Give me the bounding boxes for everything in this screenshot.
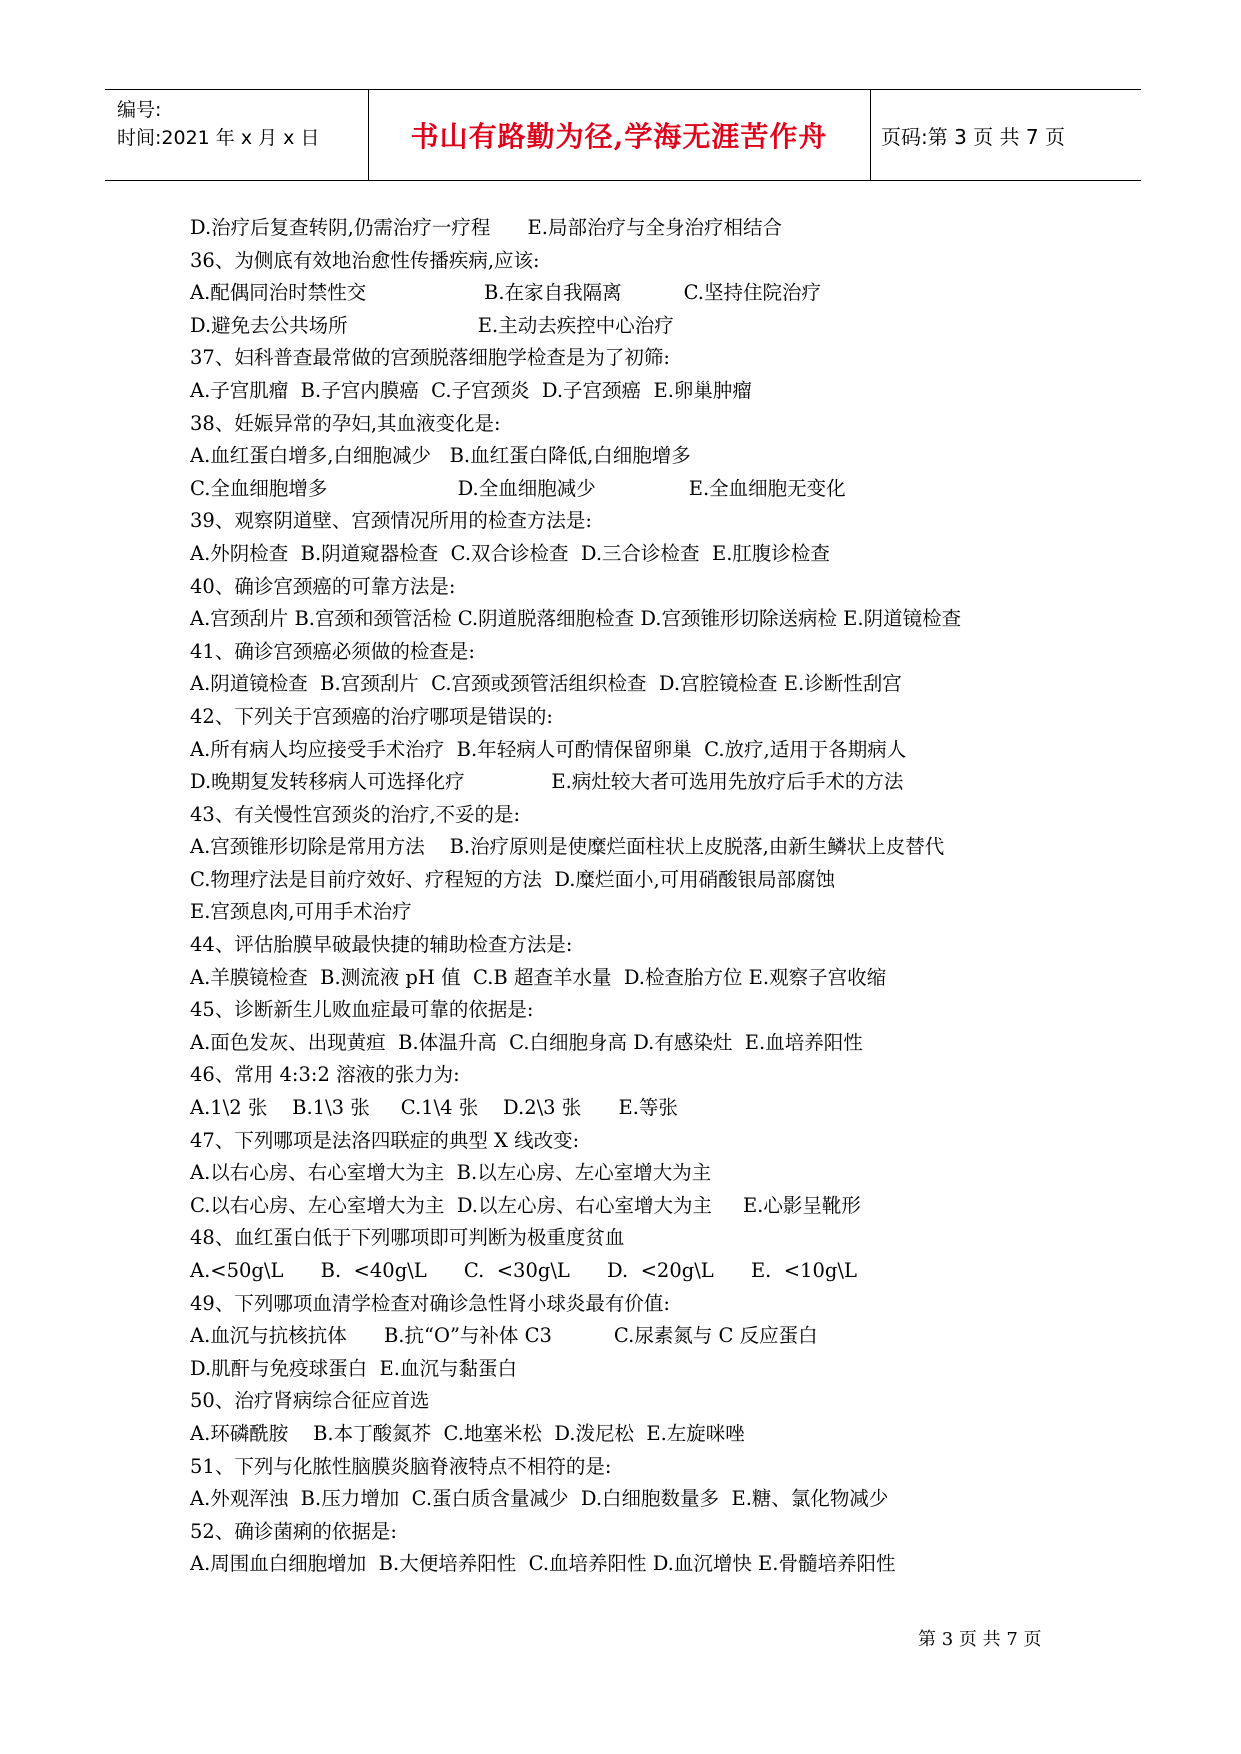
text-line: 45、诊断新生儿败血症最可靠的依据是:: [190, 998, 534, 1022]
text-line: A.血红蛋白增多,白细胞减少 B.血红蛋白降低,白细胞增多: [190, 444, 691, 468]
text-line: A.宫颈锥形切除是常用方法 B.治疗原则是使糜烂面柱状上皮脱落,由新生鳞状上皮替代: [190, 835, 945, 859]
text-line: A.环磷酰胺 B.本丁酸氮芥 C.地塞米松 D.泼尼松 E.左旋咪唑: [190, 1421, 745, 1445]
header-meta: [117, 96, 319, 152]
document-number-label: 编号:: [117, 99, 162, 121]
text-line: A.周围血白细胞增加 B.大便培养阳性 C.血培养阳性 D.血沉增快 E.骨髓培养阳性: [190, 1552, 896, 1576]
text-line: C.全血细胞增多 D.全血细胞减少 E.全血细胞无变化: [190, 476, 846, 500]
text-line: A.<50g\L B. <40g\L C. <30g\L D. <20g\L E. <10g\L: [190, 1259, 857, 1282]
header-motto: 书山有路勤为径,学海无涯苦作舟: [410, 120, 828, 153]
text-line: 41、确诊宫颈癌必须做的检查是:: [190, 639, 475, 663]
text-line: D.肌酐与免疫球蛋白 E.血沉与黏蛋白: [190, 1356, 517, 1380]
text-line: C.以右心房、左心室增大为主 D.以左心房、右心室增大为主 E.心影呈靴形: [190, 1193, 861, 1217]
text-line: 38、妊娠异常的孕妇,其血液变化是:: [190, 411, 501, 435]
text-line: A.宫颈刮片 B.宫颈和颈管活检 C.阴道脱落细胞检查 D.宫颈锥形切除送病检 E.阴道镜检查: [190, 607, 962, 631]
document-time-label: 时间:2021 年 x 月 x 日: [117, 127, 320, 149]
text-line: 39、观察阴道壁、宫颈情况所用的检查方法是:: [190, 509, 592, 533]
header-divider-right: [870, 90, 871, 180]
text-line: E.宫颈息肉,可用手术治疗: [190, 900, 412, 924]
text-line: A.配偶同治时禁性交 B.在家自我隔离 C.坚持住院治疗: [190, 281, 821, 305]
text-line: 51、下列与化脓性脑膜炎脑脊液特点不相符的是:: [190, 1454, 612, 1478]
text-line: A.外观浑浊 B.压力增加 C.蛋白质含量减少 D.白细胞数量多 E.糖、氯化物减少: [190, 1487, 889, 1511]
header-page-label: 页码:第 3 页 共 7 页: [881, 124, 1065, 149]
text-line: 44、评估胎膜早破最快捷的辅助检查方法是:: [190, 933, 573, 957]
text-line: C.物理疗法是目前疗效好、疗程短的方法 D.糜烂面小,可用硝酸银局部腐蚀: [190, 867, 836, 891]
page-header: [105, 89, 1141, 181]
text-line: 49、下列哪项血清学检查对确诊急性肾小球炎最有价值:: [190, 1291, 670, 1315]
text-line: A.所有病人均应接受手术治疗 B.年轻病人可酌情保留卵巢 C.放疗,适用于各期病人: [190, 737, 907, 761]
header-divider-left: [368, 90, 369, 180]
text-line: A.面色发灰、出现黄疸 B.体温升高 C.白细胞身高 D.有感染灶 E.血培养阳性: [190, 1030, 863, 1054]
text-line: 40、确诊宫颈癌的可靠方法是:: [190, 574, 456, 598]
text-line: 48、血红蛋白低于下列哪项即可判断为极重度贫血: [190, 1226, 625, 1250]
text-line: 47、下列哪项是法洛四联症的典型 X 线改变:: [190, 1128, 580, 1152]
page-footer: 第 3 页 共 7 页: [918, 1629, 1042, 1650]
text-line: A.1\2 张 B.1\3 张 C.1\4 张 D.2\3 张 E.等张: [190, 1096, 678, 1120]
text-line: 43、有关慢性宫颈炎的治疗,不妥的是:: [190, 802, 521, 826]
text-line: 36、为侧底有效地治愈性传播疾病,应该:: [190, 248, 540, 272]
text-line: A.以右心房、右心室增大为主 B.以左心房、左心室增大为主: [190, 1161, 712, 1185]
text-line: D.晚期复发转移病人可选择化疗 E.病灶较大者可选用先放疗后手术的方法: [190, 770, 904, 794]
text-line: 52、确诊菌痢的依据是:: [190, 1519, 397, 1543]
text-line: 46、常用 4:3:2 溶液的张力为:: [190, 1063, 460, 1087]
text-line: D.避免去公共场所 E.主动去疾控中心治疗: [190, 313, 674, 337]
text-line: 50、治疗肾病综合征应首选: [190, 1389, 430, 1413]
text-line: A.羊膜镜检查 B.测流液 pH 值 C.B 超查羊水量 D.检查胎方位 E.观察子宫收缩: [190, 965, 887, 989]
question-body: [190, 212, 1090, 1581]
text-line: A.外阴检查 B.阴道窥器检查 C.双合诊检查 D.三合诊检查 E.肛腹诊检查: [190, 541, 830, 565]
text-line: D.治疗后复查转阴,仍需治疗一疗程 E.局部治疗与全身治疗相结合: [190, 216, 782, 239]
text-line: A.血沉与抗核抗体 B.抗“O”与补体 C3 C.尿素氮与 C 反应蛋白: [190, 1324, 818, 1348]
text-line: A.阴道镜检查 B.宫颈刮片 C.宫颈或颈管活组织检查 D.宫腔镜检查 E.诊断性刮宫: [190, 672, 902, 696]
text-line: 37、妇科普查最常做的宫颈脱落细胞学检查是为了初筛:: [190, 346, 670, 370]
text-line: 42、下列关于宫颈癌的治疗哪项是错误的:: [190, 704, 553, 728]
text-line: A.子宫肌瘤 B.子宫内膜癌 C.子宫颈炎 D.子宫颈癌 E.卵巢肿瘤: [190, 378, 752, 402]
